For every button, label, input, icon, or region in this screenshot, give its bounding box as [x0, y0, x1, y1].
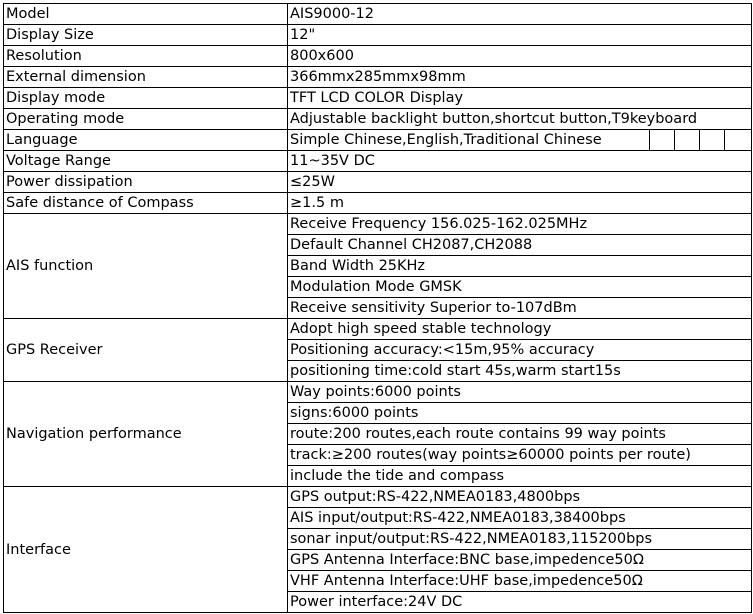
group-item: GPS Antenna Interface:BNC base,impedence50Ω — [288, 550, 752, 571]
row-label: Operating mode — [4, 109, 288, 130]
group-item: Default Channel CH2087,CH2088 — [288, 235, 752, 256]
row-value: Adjustable backlight button,shortcut button,T9keyboard — [288, 109, 752, 130]
table-row — [4, 214, 752, 235]
group-item: Band Width 25KHz — [288, 256, 752, 277]
row-label: Resolution — [4, 46, 288, 67]
language-cell — [288, 130, 751, 150]
group-item: Positioning accuracy:<15m,95% accuracy — [288, 340, 752, 361]
spec-table — [3, 3, 752, 613]
table-row — [4, 67, 752, 88]
row-label: Voltage Range — [4, 151, 288, 172]
row-label: Display Size — [4, 25, 288, 46]
group-item: Way points:6000 points — [288, 382, 752, 403]
table-row — [4, 193, 752, 214]
table-row — [4, 319, 752, 340]
group-item: track:≥200 routes(way points≥60000 points per route) — [288, 445, 752, 466]
table-row — [4, 88, 752, 109]
row-label: Power dissipation — [4, 172, 288, 193]
table-row — [4, 130, 752, 151]
table-row — [4, 487, 752, 508]
table-row — [4, 25, 752, 46]
row-value: 366mmx285mmx98mm — [288, 67, 752, 88]
group-label-gps: GPS Receiver — [4, 319, 288, 382]
group-item: Receive sensitivity Superior to-107dBm — [288, 298, 752, 319]
group-label-ais: AIS function — [4, 214, 288, 319]
group-item: Modulation Mode GMSK — [288, 277, 752, 298]
table-row — [4, 172, 752, 193]
group-item: GPS output:RS-422,NMEA0183,4800bps — [288, 487, 752, 508]
empty-cell — [650, 130, 675, 150]
group-item: positioning time:cold start 45s,warm start15s — [288, 361, 752, 382]
empty-cell — [725, 130, 751, 150]
row-label: External dimension — [4, 67, 288, 88]
group-label-navigation: Navigation performance — [4, 382, 288, 487]
empty-cell — [675, 130, 700, 150]
group-label-interface: Interface — [4, 487, 288, 613]
table-row — [4, 4, 752, 25]
group-item: signs:6000 points — [288, 403, 752, 424]
group-item: AIS input/output:RS-422,NMEA0183,38400bps — [288, 508, 752, 529]
row-label: Display mode — [4, 88, 288, 109]
row-label: Model — [4, 4, 288, 25]
row-value: AIS9000-12 — [288, 4, 752, 25]
row-value: TFT LCD COLOR Display — [288, 88, 752, 109]
language-value: Simple Chinese,English,Traditional Chinese — [288, 130, 650, 150]
group-item: Adopt high speed stable technology — [288, 319, 752, 340]
group-item: sonar input/output:RS-422,NMEA0183,115200bps — [288, 529, 752, 550]
table-row — [4, 109, 752, 130]
row-value: 800x600 — [288, 46, 752, 67]
group-item: Power interface:24V DC — [288, 592, 752, 613]
row-value — [288, 130, 752, 151]
table-row — [4, 382, 752, 403]
empty-cell — [700, 130, 725, 150]
row-value: 12" — [288, 25, 752, 46]
row-value: 11~35V DC — [288, 151, 752, 172]
table-row — [4, 151, 752, 172]
group-item: include the tide and compass — [288, 466, 752, 487]
group-item: VHF Antenna Interface:UHF base,impedence50Ω — [288, 571, 752, 592]
group-item: Receive Frequency 156.025-162.025MHz — [288, 214, 752, 235]
row-value: ≥1.5 m — [288, 193, 752, 214]
row-label: Safe distance of Compass — [4, 193, 288, 214]
row-label: Language — [4, 130, 288, 151]
table-row — [4, 46, 752, 67]
row-value: ≤25W — [288, 172, 752, 193]
group-item: route:200 routes,each route contains 99 way points — [288, 424, 752, 445]
